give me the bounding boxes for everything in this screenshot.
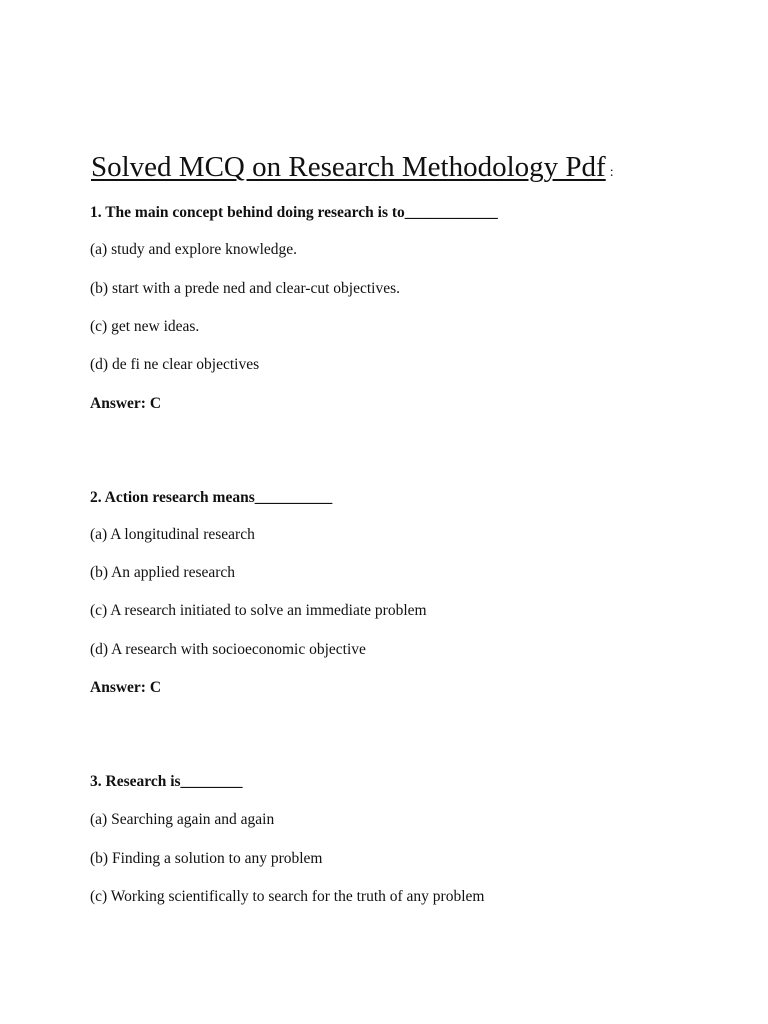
page-title-colon: : bbox=[609, 165, 614, 180]
question-1-option-b: (b) start with a prede ned and clear-cut objectives. bbox=[90, 280, 400, 297]
question-1: 1. The main concept behind doing research is to____________ bbox=[90, 204, 498, 221]
question-3-option-b: (b) Finding a solution to any problem bbox=[90, 850, 323, 867]
question-2: 2. Action research means__________ bbox=[90, 489, 333, 506]
question-2-option-a: (a) A longitudinal research bbox=[90, 526, 255, 543]
question-1-answer: Answer: C bbox=[90, 395, 162, 412]
question-2-option-d: (d) A research with socioeconomic objective bbox=[90, 641, 366, 658]
question-2-answer: Answer: C bbox=[90, 679, 162, 696]
page-title-text: Solved MCQ on Research Methodology Pdf bbox=[91, 151, 606, 183]
question-1-option-a: (a) study and explore knowledge. bbox=[90, 241, 298, 258]
question-1-option-d: (d) de fi ne clear objectives bbox=[90, 356, 260, 373]
question-1-option-c: (c) get new ideas. bbox=[90, 318, 200, 335]
question-3: 3. Research is________ bbox=[90, 773, 243, 790]
question-2-option-c: (c) A research initiated to solve an immediate problem bbox=[90, 602, 427, 619]
page-title bbox=[91, 149, 614, 191]
question-3-option-c: (c) Working scientifically to search for the truth of any problem bbox=[90, 888, 485, 905]
question-3-option-a: (a) Searching again and again bbox=[90, 811, 275, 828]
question-2-option-b: (b) An applied research bbox=[90, 564, 236, 581]
